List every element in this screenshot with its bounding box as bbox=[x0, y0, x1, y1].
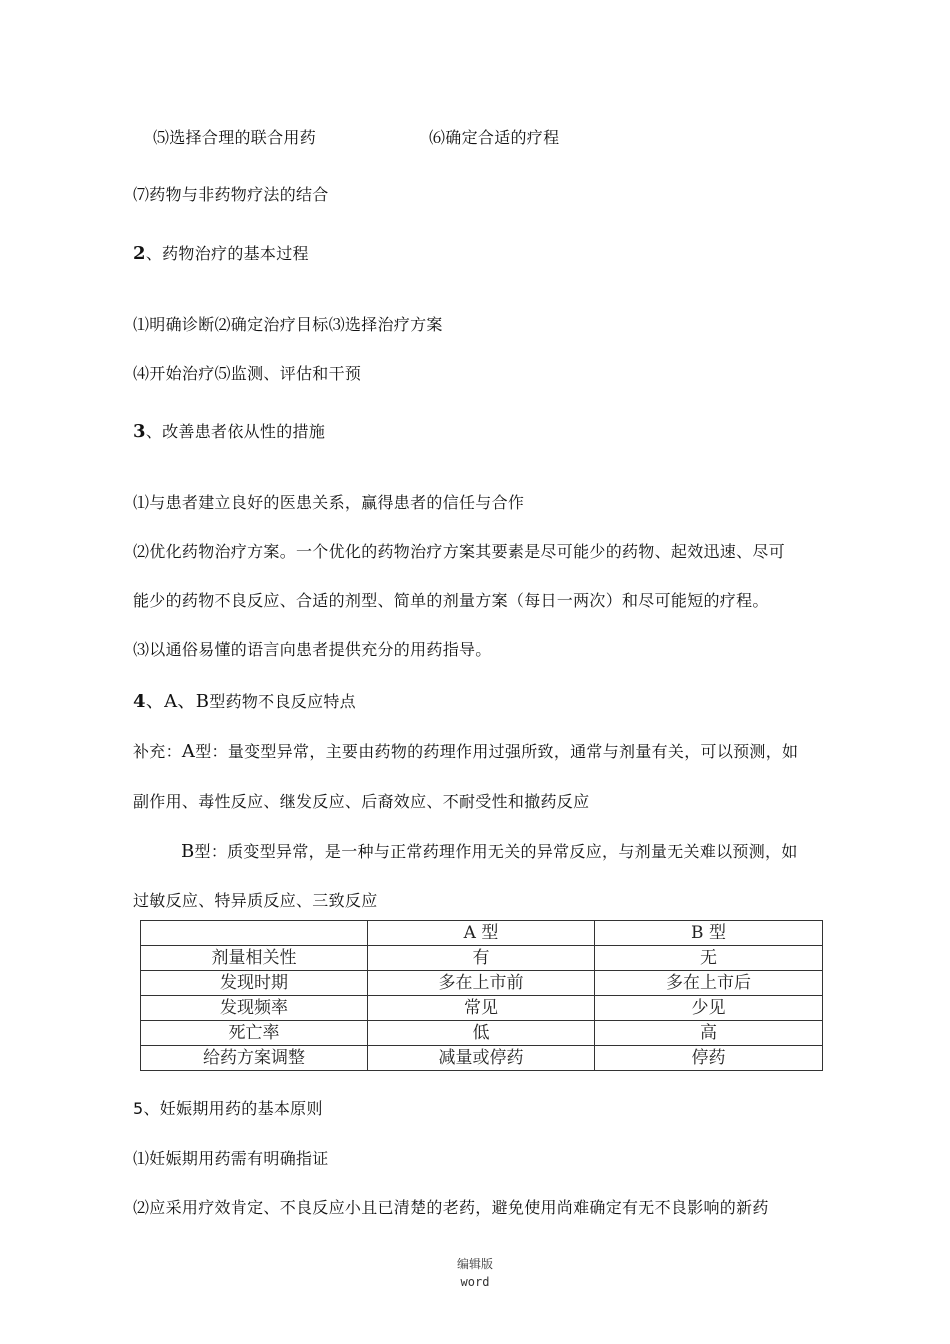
section-title: 型药物不良反应特点 bbox=[209, 692, 356, 711]
table-row bbox=[141, 1021, 823, 1046]
compliance-line-1: ⑴与患者建立良好的医患关系，赢得患者的信任与合作 bbox=[133, 493, 525, 512]
footer-sublabel: word bbox=[460, 1275, 490, 1289]
supplement-type-a bbox=[133, 742, 798, 762]
section-number: 4 bbox=[133, 691, 146, 712]
table-cell: 少见 bbox=[595, 996, 823, 1021]
table-cell: 多在上市后 bbox=[595, 971, 823, 996]
table-row bbox=[141, 946, 823, 971]
item-6: ⑹确定合适的疗程 bbox=[429, 128, 560, 147]
section-letters: 、A、B bbox=[145, 691, 210, 712]
type-description: 型：质变型异常，是一种与正常药理作用无关的异常反应，与剂量无关难以预测，如 bbox=[194, 842, 798, 861]
pregnancy-line-2: ⑵应采用疗效肯定、不良反应小且已清楚的老药，避免使用尚难确定有无不良影响的新药 bbox=[133, 1198, 769, 1217]
compliance-line-4: ⑶以通俗易懂的语言向患者提供充分的用药指导。 bbox=[133, 640, 492, 659]
table-header-cell bbox=[141, 921, 368, 946]
table-cell: 停药 bbox=[595, 1046, 823, 1071]
supplement-type-a-cont: 副作用、毒性反应、继发反应、后裔效应、不耐受性和撤药反应 bbox=[133, 792, 590, 811]
table-cell: 发现时期 bbox=[141, 971, 368, 996]
table-cell: 减量或停药 bbox=[368, 1046, 595, 1071]
footer-label: 编辑版 bbox=[456, 1257, 493, 1271]
process-line-2: ⑷开始治疗⑸监测、评估和干预 bbox=[133, 364, 362, 383]
table-header-cell: A 型 bbox=[368, 921, 595, 946]
section-number: 2 bbox=[133, 243, 146, 264]
section-number: 3 bbox=[133, 421, 146, 442]
table-row bbox=[141, 1046, 823, 1071]
section-heading-3 bbox=[133, 422, 325, 442]
section-heading-2 bbox=[133, 244, 309, 264]
section-title: 、药物治疗的基本过程 bbox=[145, 244, 309, 263]
type-letter: B bbox=[181, 841, 195, 862]
supplement-type-b bbox=[181, 842, 798, 862]
table-cell: 给药方案调整 bbox=[141, 1046, 368, 1071]
table-cell: 高 bbox=[595, 1021, 823, 1046]
item-5: ⑸选择合理的联合用药 bbox=[153, 128, 317, 147]
type-description: 型：量变型异常，主要由药物的药理作用过强所致，通常与剂量有关，可以预测，如 bbox=[195, 742, 799, 761]
supplement-type-b-cont: 过敏反应、特异质反应、三致反应 bbox=[133, 891, 378, 910]
table-row bbox=[141, 996, 823, 1021]
section-heading-4 bbox=[133, 692, 356, 712]
table-cell: 常见 bbox=[368, 996, 595, 1021]
table-cell: 多在上市前 bbox=[368, 971, 595, 996]
table-cell: 发现频率 bbox=[141, 996, 368, 1021]
item-7: ⑺药物与非药物疗法的结合 bbox=[133, 185, 329, 204]
compliance-line-3: 能少的药物不良反应、合适的剂型、简单的剂量方案（每日一两次）和尽可能短的疗程。 bbox=[133, 591, 769, 610]
compliance-line-2: ⑵优化药物治疗方案。一个优化的药物治疗方案其要素是尽可能少的药物、起效迅速、尽可 bbox=[133, 542, 786, 561]
pregnancy-line-1: ⑴妊娠期用药需有明确指证 bbox=[133, 1149, 329, 1168]
section-title: 、改善患者依从性的措施 bbox=[145, 422, 326, 441]
table-cell: 死亡率 bbox=[141, 1021, 368, 1046]
supplement-prefix: 补充： bbox=[133, 742, 182, 761]
table-cell: 低 bbox=[368, 1021, 595, 1046]
table-row bbox=[141, 971, 823, 996]
table-header-row bbox=[141, 921, 823, 946]
adr-comparison-table bbox=[140, 920, 823, 1071]
table-cell: 有 bbox=[368, 946, 595, 971]
table-cell: 剂量相关性 bbox=[141, 946, 368, 971]
table-cell: 无 bbox=[595, 946, 823, 971]
table-header-cell: B 型 bbox=[595, 921, 823, 946]
process-line-1: ⑴明确诊断⑵确定治疗目标⑶选择治疗方案 bbox=[133, 315, 443, 334]
type-letter: A bbox=[181, 741, 196, 762]
section-heading-5: 5、妊娠期用药的基本原则 bbox=[133, 1099, 323, 1118]
